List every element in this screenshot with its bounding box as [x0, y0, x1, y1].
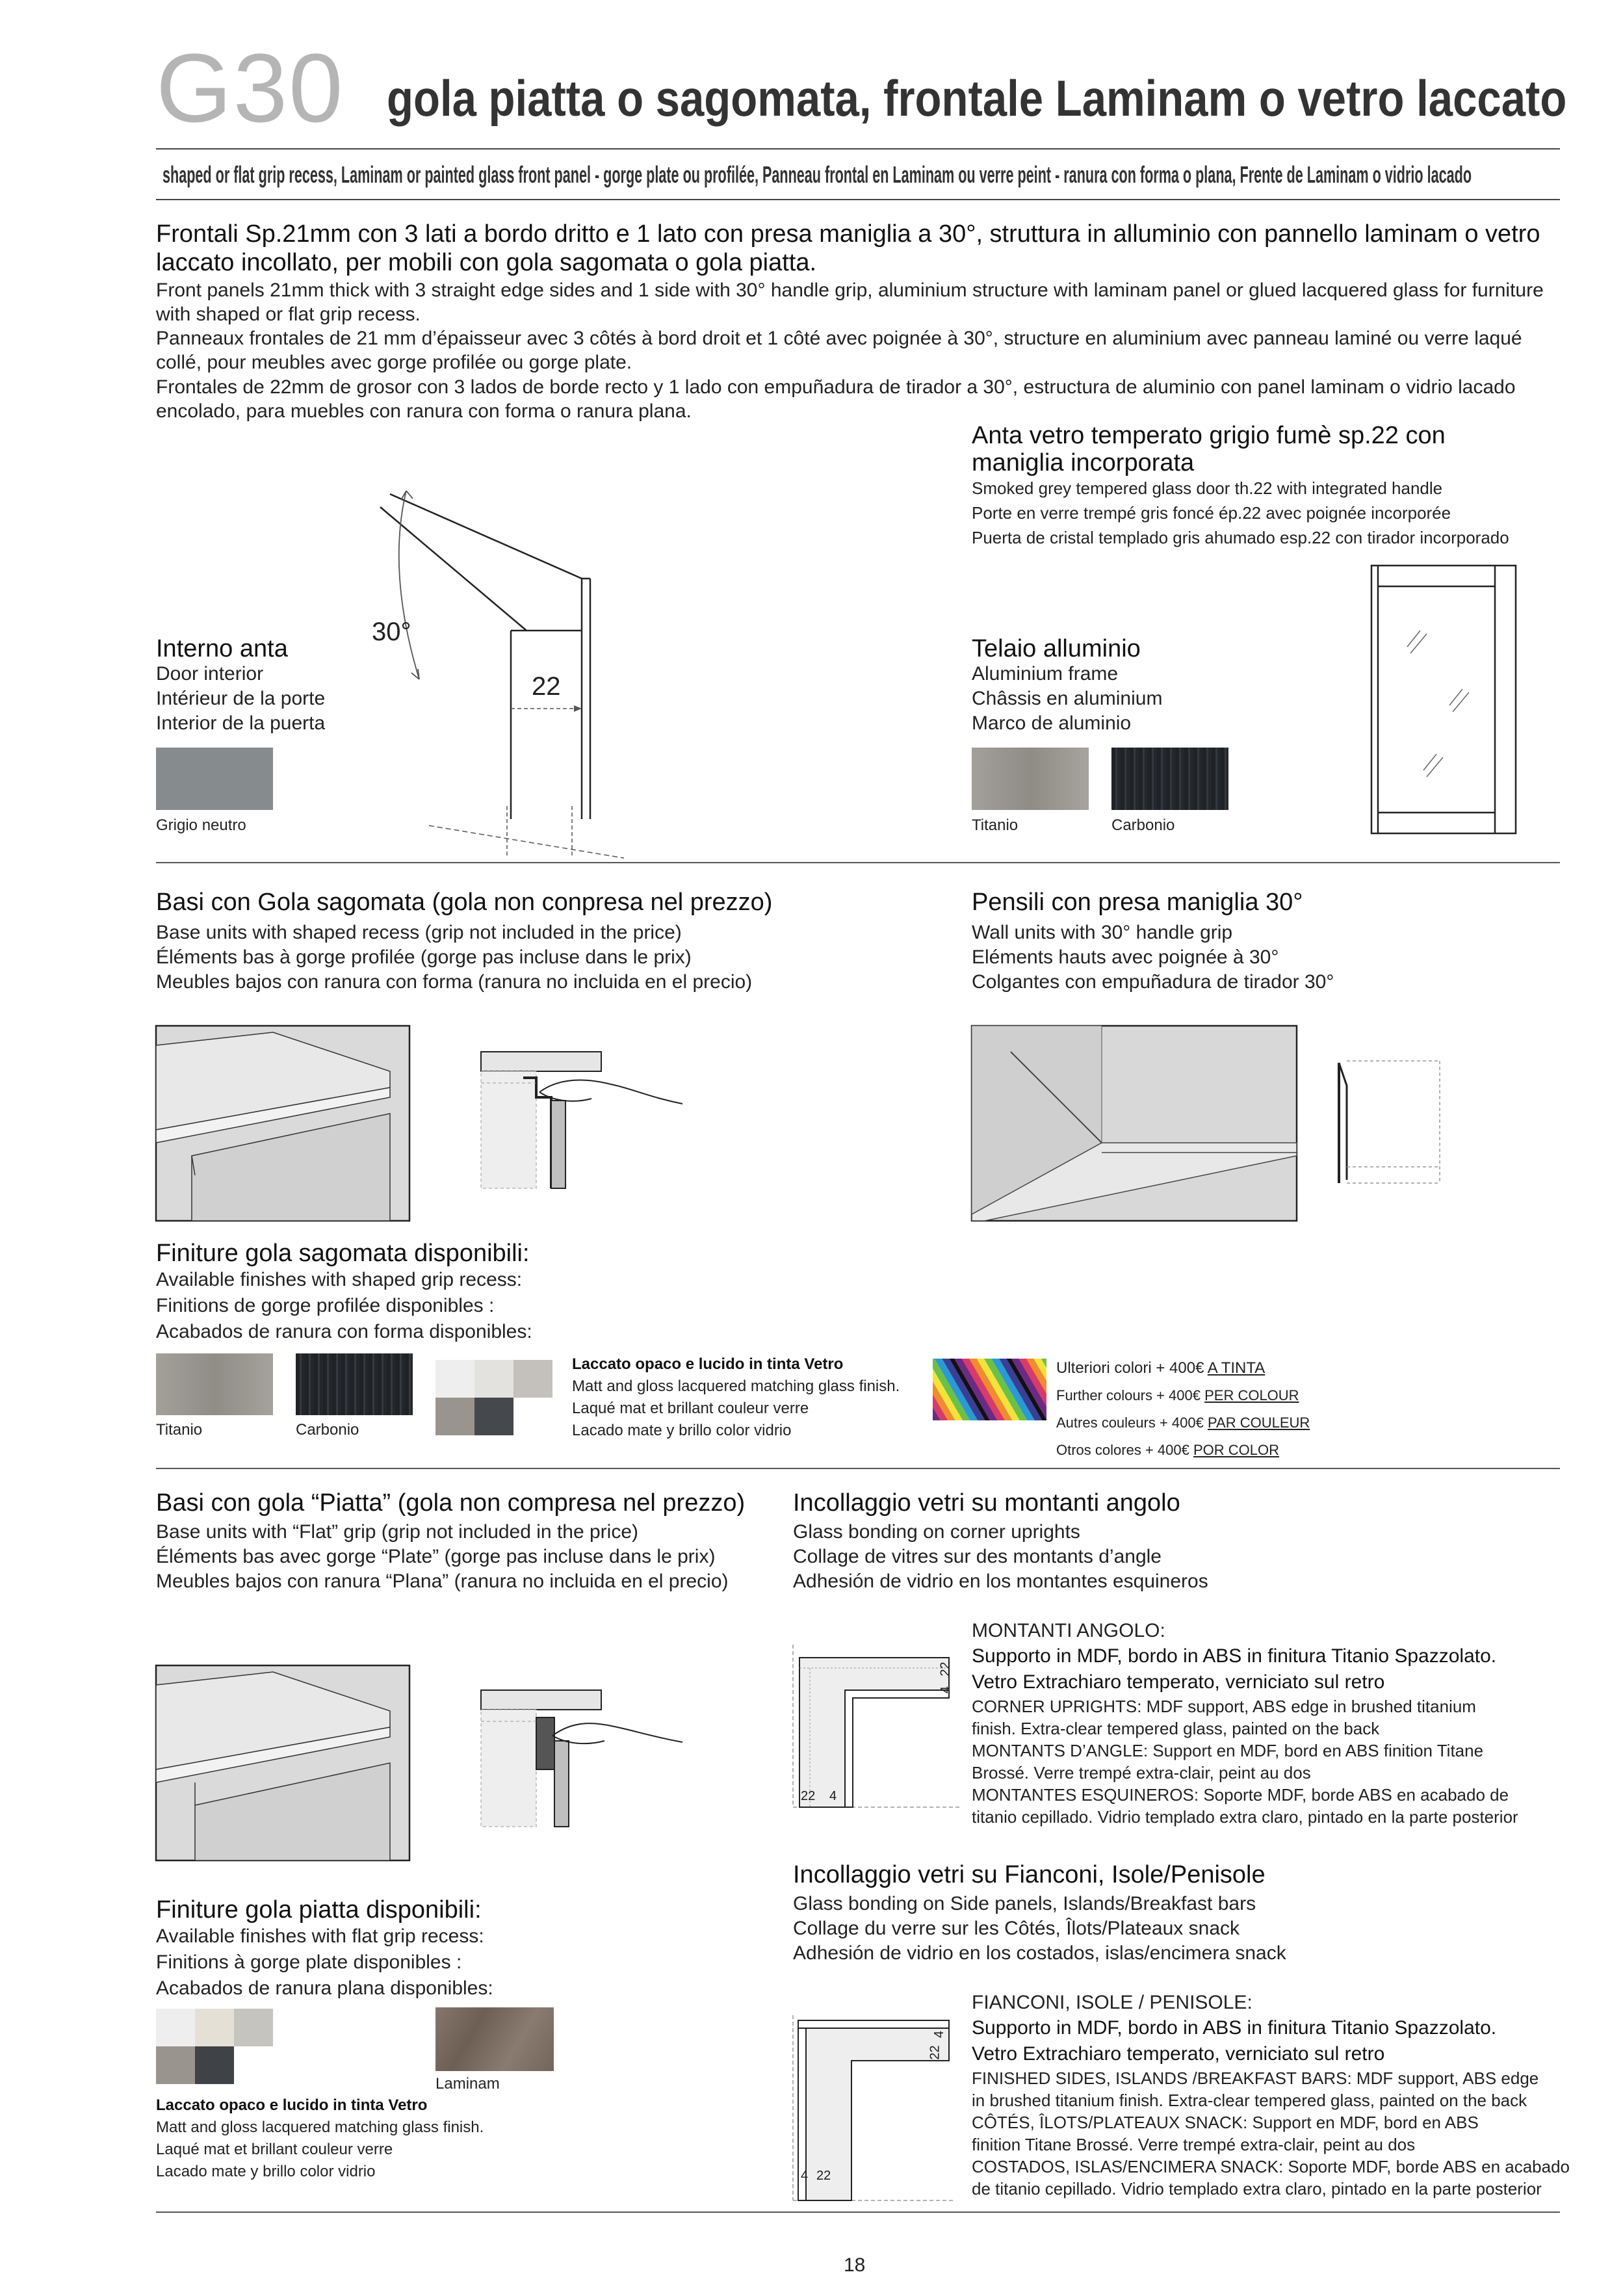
corner-es: Adhesión de vidrio en los montantes esquineros — [793, 1571, 1208, 1592]
glass-door-title-1: Anta vetro temperato grigio fumè sp.22 con — [972, 422, 1446, 449]
swatch-titanio-frame-label: Titanio — [972, 816, 1019, 834]
glass-door-drawing — [1365, 559, 1521, 839]
extra-colours-fr-link[interactable]: PAR COULEUR — [1208, 1415, 1310, 1431]
flat-lacquer-swatch-5 — [195, 2046, 234, 2084]
page-number: 18 — [844, 2254, 866, 2276]
sides-line-1: FINISHED SIDES, ISLANDS /BREAKFAST BARS: MDF support, ABS edge — [972, 2068, 1539, 2088]
lacquer-es: Lacado mate y brillo color vidrio — [572, 1422, 792, 1439]
lacquer-swatch-1 — [435, 1360, 474, 1398]
header-rule-top — [156, 148, 1560, 150]
corner-line-6: titanio cepillado. Vidrio templado extra claro, pintado en la parte posterior — [972, 1807, 1518, 1827]
wall-units-title: Pensili con presa maniglia 30° — [972, 889, 1303, 916]
intro-english: Front panels 21mm thick with 3 straight edge sides and 1 side with 30° handle grip, aluminium structure with laminam panel or glued lacquered glass for furniture with shaped or flat grip recess. — [156, 280, 1544, 325]
glass-door-en: Smoked grey tempered glass door th.22 with integrated handle — [972, 478, 1443, 498]
sides-line-4: finition Titane Brossé. Verre trempé extra-clair, peint au dos — [972, 2135, 1416, 2154]
corner-dim-bottom-d: 4 — [829, 1789, 837, 1803]
sides-dim-right-a: 22 — [928, 2045, 942, 2060]
wall-units-en: Wall units with 30° handle grip — [972, 922, 1233, 943]
base-shaped-title: Basi con Gola sagomata (gola non conpresa nel prezzo) — [156, 889, 773, 916]
corner-bold-1: Supporto in MDF, bordo in ABS in finitura Titanio Spazzolato. — [972, 1645, 1497, 1667]
swatch-carbonio — [296, 1353, 413, 1415]
swatch-titanio-frame — [972, 748, 1089, 810]
wall-units-fr: Eléments hauts avec poignée à 30° — [972, 946, 1279, 968]
frame-fr: Châssis en aluminium — [972, 688, 1163, 709]
door-interior-title: Interno anta — [156, 635, 288, 662]
swatch-titanio — [156, 1353, 273, 1415]
sides-dim-bottom-d: 22 — [816, 2169, 831, 2183]
base-flat-title: Basi con gola “Piatta” (gola non compresa nel prezzo) — [156, 1489, 746, 1517]
extra-colours-en-text: Further colours + 400€ — [1056, 1387, 1201, 1403]
wall-units-es: Colgantes con empuñadura de tirador 30° — [972, 971, 1334, 993]
sides-bold-2: Vetro Extrachiaro temperato, verniciato sul retro — [972, 2043, 1385, 2065]
door-interior-es: Interior de la puerta — [156, 712, 326, 734]
sides-line-2: in brushed titanium finish. Extra-clear tempered glass, painted on the back — [972, 2091, 1527, 2110]
flat-lacquer-swatch-1 — [156, 2009, 195, 2046]
finishes-flat-title: Finiture gola piatta disponibili: — [156, 1896, 482, 1924]
corner-en: Glass bonding on corner uprights — [793, 1521, 1080, 1543]
door-profile-drawing — [325, 442, 663, 858]
corner-fr: Collage de vitres sur des montants d’angle — [793, 1546, 1162, 1567]
collection-code: G30 — [156, 33, 344, 142]
extra-colours-en-link[interactable]: PER COLOUR — [1204, 1387, 1299, 1403]
flat-lacquer-swatch-3 — [234, 2009, 273, 2046]
lacquer-swatch-3 — [513, 1360, 552, 1398]
extra-colours-es — [1056, 1439, 1279, 1461]
sides-bold-1: Supporto in MDF, bordo in ABS in finitura Titanio Spazzolato. — [972, 2017, 1497, 2039]
base-flat-image — [156, 1665, 409, 1860]
swatch-carbonio-frame — [1111, 748, 1228, 810]
corner-title: Incollaggio vetri su montanti angolo — [793, 1489, 1180, 1517]
corner-line-4: Brossé. Verre trempé extra-clair, peint au dos — [972, 1763, 1311, 1782]
glass-door-title-2: maniglia incorporata — [972, 449, 1195, 476]
finishes-flat-es: Acabados de ranura plana disponibles: — [156, 1977, 493, 1999]
flat-lacquer-title: Laccato opaco e lucido in tinta Vetro — [156, 2096, 428, 2114]
extra-colours-it-text: Ulteriori colori + 400€ — [1056, 1359, 1204, 1377]
lacquer-fr: Laqué mat et brillant couleur verre — [572, 1400, 809, 1417]
flat-lacquer-es: Lacado mate y brillo color vidrio — [156, 2163, 376, 2180]
swatch-laminam — [435, 2007, 554, 2071]
corner-dim-bottom-c: 22 — [801, 1789, 816, 1803]
corner-line-2: finish. Extra-clear tempered glass, painted on the back — [972, 1719, 1380, 1738]
corner-bold-2: Vetro Extrachiaro temperato, verniciato sul retro — [972, 1671, 1385, 1693]
corner-head: MONTANTI ANGOLO: — [972, 1620, 1165, 1641]
glass-door-es: Puerta de cristal templado gris ahumado esp.22 con tirador incorporado — [972, 528, 1509, 547]
swatch-carbonio-frame-label: Carbonio — [1111, 816, 1175, 834]
lacquer-swatch-5 — [474, 1398, 513, 1435]
corner-line-5: MONTANTES ESQUINEROS: Soporte MDF, borde ABS en acabado de — [972, 1785, 1509, 1805]
swatch-grigio-neutro-label: Grigio neutro — [156, 816, 246, 834]
base-flat-en: Base units with “Flat” grip (grip not included in the price) — [156, 1521, 639, 1543]
corner-section-drawing — [786, 1645, 962, 1814]
thickness-label: 22 — [532, 672, 561, 701]
corner-dim-right-b: 4 — [939, 1686, 954, 1694]
sides-dim-right-b: 4 — [932, 2030, 947, 2039]
frame-es: Marco de aluminio — [972, 712, 1132, 734]
lacquer-swatch-4 — [435, 1398, 474, 1435]
wall-unit-profile — [1332, 1060, 1443, 1190]
finishes-shaped-en: Available finishes with shaped grip recess: — [156, 1269, 523, 1290]
lacquer-swatch-2 — [474, 1360, 513, 1398]
extra-colours-es-link[interactable]: POR COLOR — [1193, 1442, 1279, 1458]
intro-italian: Frontali Sp.21mm con 3 lati a bordo dritto e 1 lato con presa maniglia a 30°, struttura in alluminio con pannello laminam o vetro laccato incollato, per mobili con gola sagomata o gola piatta. — [156, 220, 1540, 276]
intro-french: Panneaux frontales de 21 mm d’épaisseur avec 3 côtés à bord droit et 1 côté avec poignée à 30°, structure en aluminium avec panneau laminé ou verre laqué collé, pour meubles avec gorge profilée ou gorge plate. — [156, 328, 1522, 373]
intro-spanish: Frontales de 22mm de grosor con 3 lados de borde recto y 1 lado con empuñadura de tirador a 30°, estructura de aluminio con panel laminam o vidrio lacado encolado, para muebles con ranura con forma o ranura plana. — [156, 376, 1516, 422]
corner-line-3: MONTANTS D’ANGLE: Support en MDF, bord en ABS finition Titane — [972, 1741, 1484, 1760]
swatch-grigio-neutro — [156, 748, 273, 810]
page-title: gola piatta o sagomata, frontale Laminam o vetro laccato — [387, 70, 1567, 127]
header-rule-bottom — [156, 199, 1560, 200]
base-shaped-es: Meubles bajos con ranura con forma (ranura no incluida en el precio) — [156, 971, 753, 993]
extra-colours-it-link[interactable]: A TINTA — [1207, 1359, 1266, 1377]
flat-lacquer-fr: Laqué mat et brillant couleur verre — [156, 2141, 393, 2158]
base-flat-fr: Éléments bas avec gorge “Plate” (gorge pas incluse dans le prix) — [156, 1546, 716, 1567]
door-interior-fr: Intérieur de la porte — [156, 688, 326, 709]
base-flat-grip-detail — [474, 1690, 682, 1827]
frame-en: Aluminium frame — [972, 663, 1119, 685]
page-subtitle: shaped or flat grip recess, Laminam or painted glass front panel - gorge plate ou profilée, Panneau frontal en Laminam ou verre peint - ranura con forma o plana, Frente de Laminam o vidrio lacado — [162, 161, 1472, 188]
wall-units-image — [972, 1026, 1297, 1221]
finishes-shaped-fr: Finitions de gorge profilée disponibles : — [156, 1295, 495, 1316]
swatch-carbonio-label: Carbonio — [296, 1421, 359, 1439]
angle-label: 30° — [372, 618, 411, 646]
finishes-shaped-es: Acabados de ranura con forma disponibles: — [156, 1321, 532, 1342]
frame-title: Telaio alluminio — [972, 635, 1141, 662]
flat-lacquer-en: Matt and gloss lacquered matching glass finish. — [156, 2119, 484, 2136]
sides-line-6: de titanio cepillado. Vidrio templado extra claro, pintado en la parte posterior — [972, 2179, 1542, 2198]
swatch-titanio-label: Titanio — [156, 1421, 203, 1439]
sides-title: Incollaggio vetri su Fianconi, Isole/Penisole — [793, 1861, 1266, 1888]
finishes-shaped-title: Finiture gola sagomata disponibili: — [156, 1240, 530, 1267]
extra-colours-fr-text: Autres couleurs + 400€ — [1056, 1415, 1204, 1431]
extra-colours-swatch — [933, 1359, 1046, 1420]
extra-colours-en — [1056, 1385, 1299, 1407]
footer-rule — [156, 2211, 1560, 2213]
section-rule-2 — [156, 1468, 1560, 1469]
sides-en: Glass bonding on Side panels, Islands/Breakfast bars — [793, 1893, 1256, 1914]
swatch-laminam-label: Laminam — [435, 2075, 500, 2093]
glass-door-fr: Porte en verre trempé gris foncé ép.22 avec poignée incorporée — [972, 503, 1451, 523]
base-shaped-image — [156, 1026, 409, 1221]
base-shaped-fr: Éléments bas à gorge profilée (gorge pas incluse dans le prix) — [156, 946, 692, 968]
finishes-flat-fr: Finitions à gorge plate disponibles : — [156, 1951, 462, 1973]
base-flat-es: Meubles bajos con ranura “Plana” (ranura no incluida en el precio) — [156, 1571, 729, 1592]
base-shaped-en: Base units with shaped recess (grip not included in the price) — [156, 922, 682, 943]
extra-colours-fr — [1056, 1412, 1310, 1434]
lacquer-title: Laccato opaco e lucido in tinta Vetro — [572, 1355, 844, 1373]
section-rule-1 — [156, 862, 1560, 863]
sides-es: Adhesión de vidrio en los costados, islas/encimera snack — [793, 1942, 1286, 1964]
lacquer-en: Matt and gloss lacquered matching glass finish. — [572, 1377, 900, 1395]
sides-line-3: CÔTÉS, ÎLOTS/PLATEAUX SNACK: Support en MDF, bord en ABS — [972, 2113, 1479, 2132]
sides-line-5: COSTADOS, ISLAS/ENCIMERA SNACK: Soporte MDF, borde ABS en acabado — [972, 2157, 1570, 2176]
base-shaped-grip-detail — [474, 1052, 682, 1188]
flat-lacquer-swatch-4 — [156, 2046, 195, 2084]
extra-colours-es-text: Otros colores + 400€ — [1056, 1442, 1189, 1458]
flat-lacquer-swatch-2 — [195, 2009, 234, 2046]
finishes-flat-en: Available finishes with flat grip recess: — [156, 1925, 484, 1947]
door-interior-en: Door interior — [156, 663, 264, 685]
corner-dim-right-a: 22 — [938, 1662, 953, 1676]
corner-line-1: CORNER UPRIGHTS: MDF support, ABS edge in brushed titanium — [972, 1697, 1476, 1716]
sides-dim-bottom-c: 4 — [801, 2169, 809, 2183]
extra-colours-it — [1056, 1357, 1265, 1379]
sides-fr: Collage du verre sur les Côtés, Îlots/Plateaux snack — [793, 1918, 1240, 1939]
sides-head: FIANCONI, ISOLE / PENISOLE: — [972, 1992, 1253, 2013]
sides-section-drawing — [786, 2015, 955, 2204]
